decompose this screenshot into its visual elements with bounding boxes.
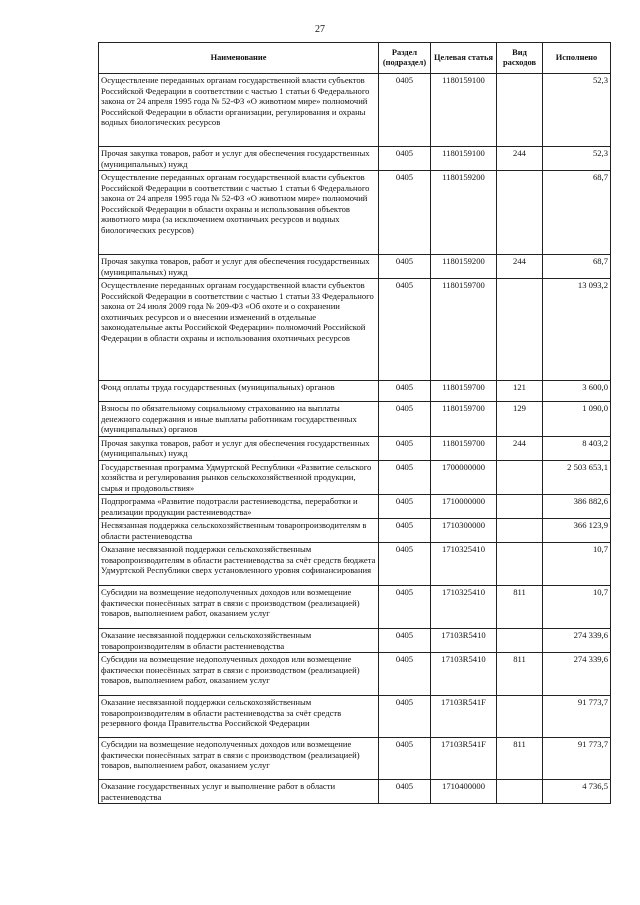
cell-target: 1710300000 <box>431 519 497 543</box>
table-row <box>99 460 611 495</box>
table-row <box>99 171 611 255</box>
cell-amount: 1 090,0 <box>543 402 611 437</box>
cell-name: Прочая закупка товаров, работ и услуг для обеспечения государственных (муниципальных) нужд <box>99 436 379 460</box>
cell-kind <box>497 171 543 255</box>
cell-target: 17103R541F <box>431 738 497 780</box>
cell-target: 1180159700 <box>431 279 497 381</box>
cell-amount: 68,7 <box>543 171 611 255</box>
cell-target: 1180159700 <box>431 436 497 460</box>
cell-kind: 811 <box>497 738 543 780</box>
header-section: Раздел (подраздел) <box>379 43 431 74</box>
cell-amount: 52,3 <box>543 74 611 147</box>
cell-amount: 4 736,5 <box>543 780 611 804</box>
cell-kind <box>497 495 543 519</box>
cell-section: 0405 <box>379 519 431 543</box>
cell-name: Несвязанная поддержка сельскохозяйственным товаропроизводителям в области растениеводства <box>99 519 379 543</box>
table-row <box>99 255 611 279</box>
table-row <box>99 74 611 147</box>
cell-section: 0405 <box>379 171 431 255</box>
cell-amount: 274 339,6 <box>543 653 611 696</box>
cell-section: 0405 <box>379 279 431 381</box>
table-row <box>99 629 611 653</box>
cell-section: 0405 <box>379 653 431 696</box>
header-amount: Исполнено <box>543 43 611 74</box>
cell-kind: 244 <box>497 436 543 460</box>
cell-name: Субсидии на возмещение недополученных доходов или возмещение фактически понесённых затрат в связи с производством (реализацией) товаров, выполнением работ, оказанием услуг <box>99 738 379 780</box>
cell-name: Осуществление переданных органам государственной власти субъектов Российской Федерации в соответствии с частью 1 статьи 6 Федерального закона от 24 апреля 1995 года № 52-ФЗ «О животном мире» полномочий Российской Федерации в области охраны и использования объектов животного мира (за исключением охотничьих ресурсов и водных биологических ресурсов) <box>99 171 379 255</box>
cell-section: 0405 <box>379 460 431 495</box>
table-row <box>99 696 611 738</box>
cell-name: Субсидии на возмещение недополученных доходов или возмещение фактически понесённых затрат в связи с производством (реализацией) товаров, выполнением работ, оказанием услуг <box>99 653 379 696</box>
cell-section: 0405 <box>379 147 431 171</box>
cell-target: 1710400000 <box>431 780 497 804</box>
cell-target: 1180159700 <box>431 381 497 402</box>
cell-section: 0405 <box>379 780 431 804</box>
cell-amount: 8 403,2 <box>543 436 611 460</box>
cell-amount: 10,7 <box>543 586 611 629</box>
cell-kind <box>497 543 543 586</box>
cell-name: Субсидии на возмещение недополученных доходов или возмещение фактически понесённых затрат в связи с производством (реализацией) товаров, выполнением работ, оказанием услуг <box>99 586 379 629</box>
header-kind: Вид расходов <box>497 43 543 74</box>
cell-kind <box>497 74 543 147</box>
cell-name: Взносы по обязательному социальному страхованию на выплаты денежного содержания и иные выплаты работникам государственных (муниципальных) органов <box>99 402 379 437</box>
page-number: 27 <box>315 24 325 35</box>
cell-section: 0405 <box>379 381 431 402</box>
cell-name: Подпрограмма «Развитие подотрасли растениеводства, переработки и реализации продукции растениеводства» <box>99 495 379 519</box>
cell-target: 1180159200 <box>431 171 497 255</box>
cell-name: Оказание государственных услуг и выполнение работ в области растениеводства <box>99 780 379 804</box>
cell-name: Оказание несвязанной поддержки сельскохозяйственным товаропроизводителям в области растениеводства <box>99 629 379 653</box>
cell-target: 1710325410 <box>431 543 497 586</box>
cell-section: 0405 <box>379 738 431 780</box>
cell-amount: 3 600,0 <box>543 381 611 402</box>
cell-name: Оказание несвязанной поддержки сельскохозяйственным товаропроизводителям в области растениеводства за счёт средств бюджета Удмуртской Республики сверх установленного уровня софинансирования <box>99 543 379 586</box>
cell-amount: 91 773,7 <box>543 738 611 780</box>
cell-target: 1180159200 <box>431 255 497 279</box>
cell-amount: 52,3 <box>543 147 611 171</box>
cell-name: Осуществление переданных органам государственной власти субъектов Российской Федерации в соответствии с частью 1 статьи 6 Федерального закона от 24 апреля 1995 года № 52-ФЗ «О животном мире» полномочий Российской Федерации в области организации, регулирования и охраны водных биологических ресурсов <box>99 74 379 147</box>
table-row <box>99 381 611 402</box>
table-header-row <box>99 43 611 74</box>
cell-kind: 121 <box>497 381 543 402</box>
cell-kind <box>497 279 543 381</box>
table-row <box>99 402 611 437</box>
header-target: Целевая статья <box>431 43 497 74</box>
cell-section: 0405 <box>379 696 431 738</box>
cell-target: 17103R5410 <box>431 629 497 653</box>
cell-section: 0405 <box>379 436 431 460</box>
table-row <box>99 653 611 696</box>
table-row <box>99 738 611 780</box>
cell-section: 0405 <box>379 255 431 279</box>
cell-section: 0405 <box>379 629 431 653</box>
expenditure-table <box>98 42 611 804</box>
cell-target: 1180159100 <box>431 74 497 147</box>
cell-name: Фонд оплаты труда государственных (муниципальных) органов <box>99 381 379 402</box>
cell-section: 0405 <box>379 402 431 437</box>
cell-kind: 129 <box>497 402 543 437</box>
table-row <box>99 147 611 171</box>
table-row <box>99 519 611 543</box>
cell-kind: 811 <box>497 653 543 696</box>
cell-target: 1180159700 <box>431 402 497 437</box>
cell-amount: 386 882,6 <box>543 495 611 519</box>
cell-kind: 244 <box>497 147 543 171</box>
table-row <box>99 436 611 460</box>
cell-name: Прочая закупка товаров, работ и услуг для обеспечения государственных (муниципальных) нужд <box>99 147 379 171</box>
cell-section: 0405 <box>379 586 431 629</box>
cell-amount: 13 093,2 <box>543 279 611 381</box>
cell-name: Оказание несвязанной поддержки сельскохозяйственным товаропроизводителям в области растениеводства за счёт средств резервного фонда Правительства Российской Федерации <box>99 696 379 738</box>
cell-name: Государственная программа Удмуртской Республики «Развитие сельского хозяйства и регулирования рынков сельскохозяйственной продукции, сырья и продовольствия» <box>99 460 379 495</box>
cell-target: 1180159100 <box>431 147 497 171</box>
table-row <box>99 543 611 586</box>
cell-target: 1700000000 <box>431 460 497 495</box>
cell-kind: 811 <box>497 586 543 629</box>
cell-section: 0405 <box>379 543 431 586</box>
cell-section: 0405 <box>379 495 431 519</box>
cell-amount: 10,7 <box>543 543 611 586</box>
cell-kind: 244 <box>497 255 543 279</box>
cell-amount: 2 503 653,1 <box>543 460 611 495</box>
header-name: Наименование <box>99 43 379 74</box>
cell-amount: 274 339,6 <box>543 629 611 653</box>
cell-amount: 366 123,9 <box>543 519 611 543</box>
cell-target: 1710325410 <box>431 586 497 629</box>
cell-amount: 68,7 <box>543 255 611 279</box>
cell-section: 0405 <box>379 74 431 147</box>
cell-kind <box>497 696 543 738</box>
cell-target: 17103R5410 <box>431 653 497 696</box>
cell-kind <box>497 519 543 543</box>
cell-name: Прочая закупка товаров, работ и услуг для обеспечения государственных (муниципальных) нужд <box>99 255 379 279</box>
cell-kind <box>497 460 543 495</box>
cell-amount: 91 773,7 <box>543 696 611 738</box>
table-row <box>99 495 611 519</box>
table-row <box>99 780 611 804</box>
cell-target: 1710000000 <box>431 495 497 519</box>
table-row <box>99 279 611 381</box>
cell-kind <box>497 780 543 804</box>
table-body <box>99 74 611 804</box>
cell-target: 17103R541F <box>431 696 497 738</box>
cell-kind <box>497 629 543 653</box>
cell-name: Осуществление переданных органам государственной власти субъектов Российской Федерации в соответствии с частью 1 статьи 33 Федерального закона от 24 июля 2009 года № 209-ФЗ «Об охоте и о сохранении охотничьих ресурсов и о внесении изменений в отдельные законодательные акты Российской Федерации» полномочий Российской Федерации в области охраны и использования охотничьих ресурсов <box>99 279 379 381</box>
table-row <box>99 586 611 629</box>
